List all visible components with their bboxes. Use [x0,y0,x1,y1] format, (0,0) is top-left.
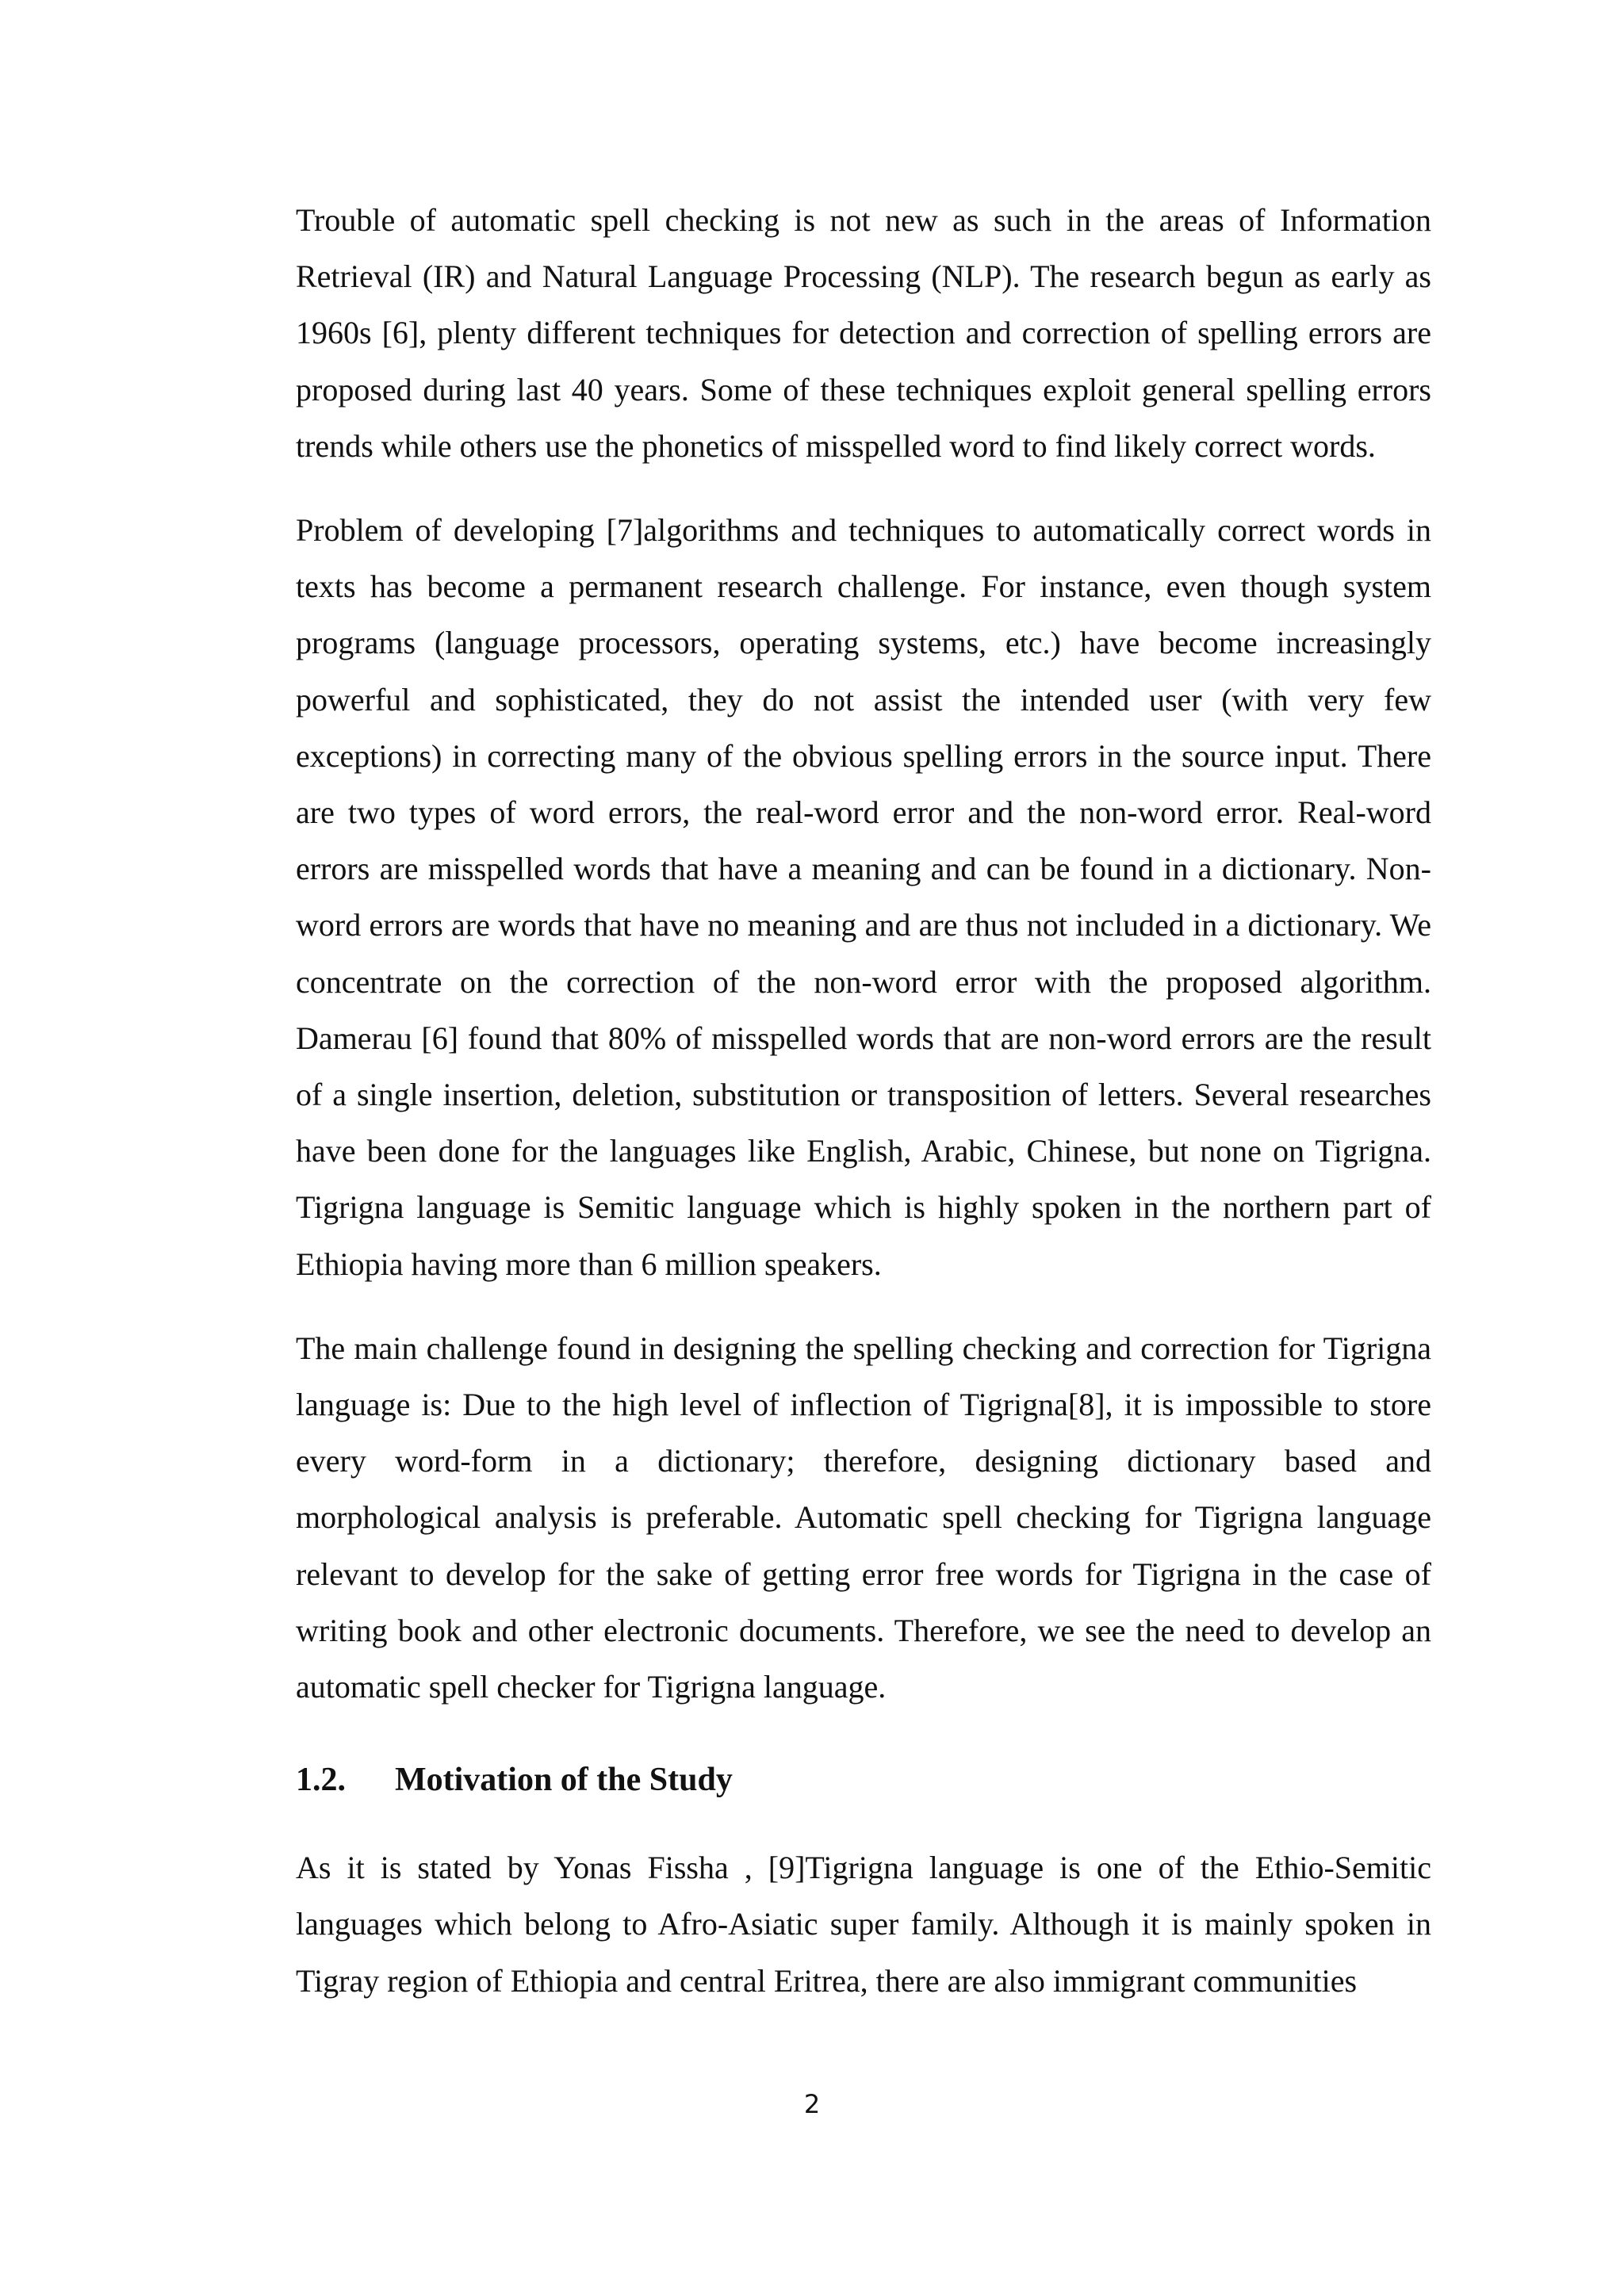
page-number: 2 [803,2089,821,2119]
paragraph-motivation: As it is stated by Yonas Fissha , [9]Tigrigna language is one of the Ethio-Semitic languages which belong to Afro-Asiatic super family. Although it is mainly spoken in Tigray region of Ethiopia and central Eritrea, there are also immigrant communities [296,1850,1431,1999]
paragraph-intro: Trouble of automatic spell checking is not new as such in the areas of Information Retrieval (IR) and Natural Language Processing (NLP). The research begun as early as 1960s [6], plenty different techniques for detection and correction of spelling errors are proposed during last 40 years. Some of these techniques exploit general spelling errors trends while others use the phonetics of misspelled word to find likely correct words. [296,202,1431,464]
section-heading [296,1756,1431,1804]
page-body [296,192,1431,2009]
section-number: 1.2. [296,1762,346,1799]
section-title: Motivation of the Study [395,1762,733,1799]
paragraph-problem: Problem of developing [7]algorithms and techniques to automatically correct words in texts has become a permanent research challenge. For instance, even though system programs (language processors, operating systems, etc.) have become increasingly powerful and sophisticated, they do not assist the intended user (with very few exceptions) in correcting many of the obvious spelling errors in the source input. There are two types of word errors, the real-word error and the non-word error. Real-word errors are misspelled words that have a meaning and can be found in a dictionary. Non-word errors are words that have no meaning and are thus not included in a dictionary. We concentrate on the correction of the non-word error with the proposed algorithm. Damerau [6] found that 80% of misspelled words that are non-word errors are the result of a single insertion, deletion, substitution or transposition of letters. Several researches have been done for the languages like English, Arabic, Chinese, but none on Tigrigna. Tigrigna language is Semitic language which is highly spoken in the northern part of Ethiopia having more than 6 million speakers. [296,512,1431,1282]
paragraph-challenge: The main challenge found in designing the spelling checking and correction for Tigrigna language is: Due to the high level of inflection of Tigrigna[8], it is impossible to store every word-form in a dictionary; therefore, designing dictionary based and morphological analysis is preferable. Automatic spell checking for Tigrigna language relevant to develop for the sake of getting error free words for Tigrigna in the case of writing book and other electronic documents. Therefore, we see the need to develop an automatic spell checker for Tigrigna language. [296,1330,1431,1705]
